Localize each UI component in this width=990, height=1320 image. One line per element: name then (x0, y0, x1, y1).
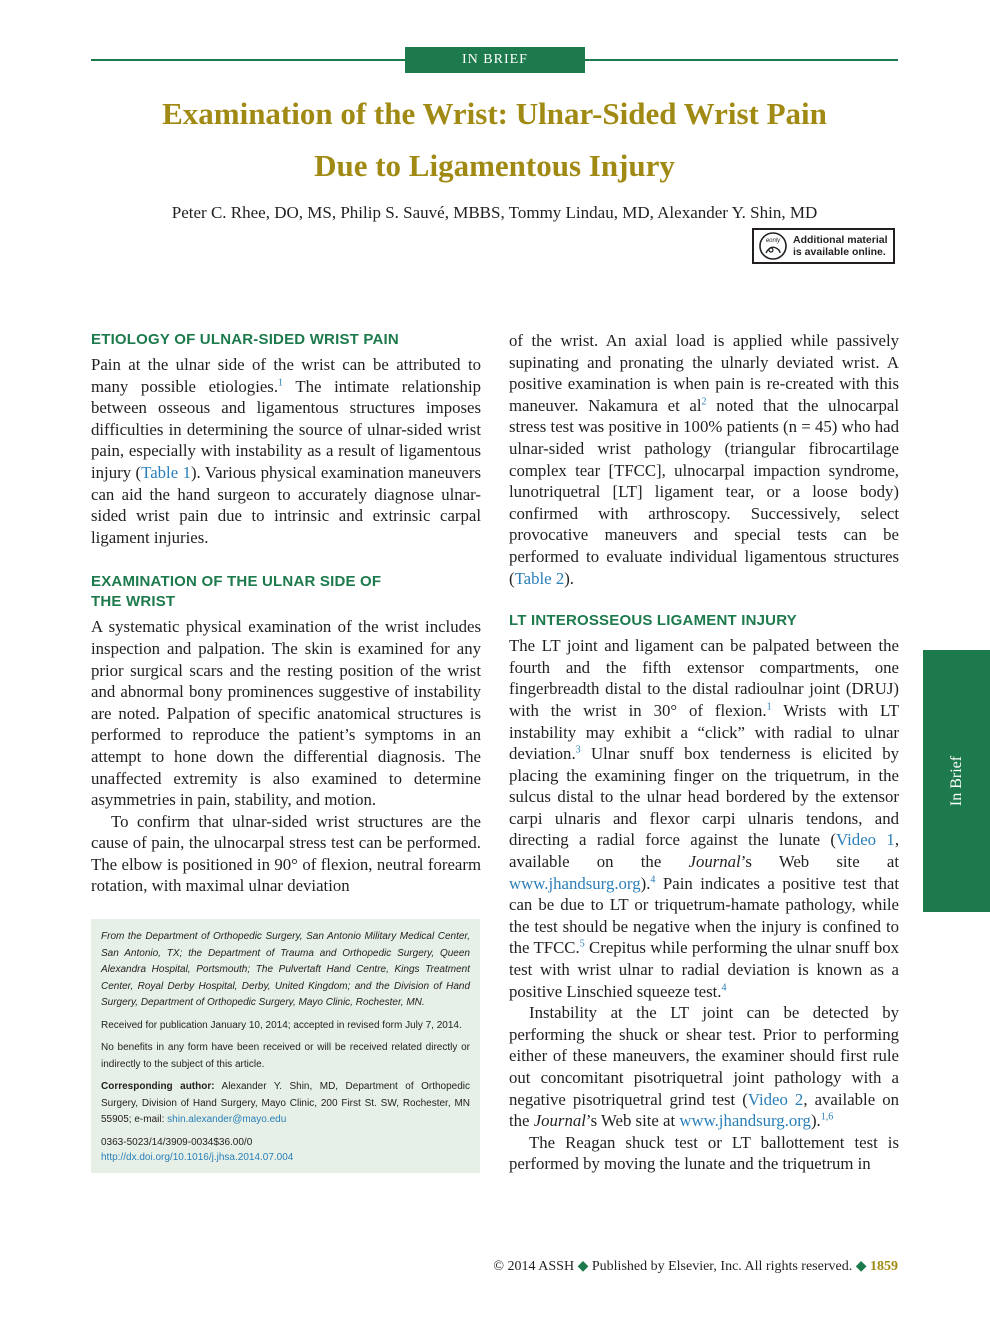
paragraph-lt-joint: The LT joint and ligament can be palpated between the fourth and the fifth extensor compartments, one fingerbreadth distal to the distal radioulnar joint (DRUJ) with the wrist in 30° of flexion.$^1$ Wrists with LT instability may exhibit a “click” with radial to ulnar deviation.$^3$ Ulnar snuff box tenderness is elicited by placing the examining finger on the triquetrum, in the sulcus distal to the ulnar head bordered by the extensor carpi ulnaris and flexor carpi ulnaris tendons, and directing a radial force against the lunate (Video 1, available on the Journal’s Web site at www.jhandsurg.org).$^4$ Pain indicates a positive test that can be due to LT or triquetrum-hamate pathology, while the test should be negative when the injury is confined to the TFCC.$^5$ Crepitus while performing the ulnar snuff box test with wrist ulnar to radial deviation is known as a positive Linschied squeeze test.$^4$ (509, 636, 900, 1001)
bullet-icon: ◆ (855, 1259, 867, 1274)
video-2-link[interactable]: Video 2 (747, 1089, 804, 1109)
video-1-link[interactable]: Video 1 (836, 830, 895, 850)
reference-link[interactable]: 4 (650, 874, 656, 886)
doi-link[interactable]: http://dx.doi.org/10.1016/j.jhsa.2014.07.004 (101, 1151, 294, 1163)
reference-link[interactable]: 4 (721, 982, 727, 994)
journal-url-link[interactable]: www.jhandsurg.org (509, 873, 641, 893)
paragraph-axial-load: of the wrist. An axial load is applied while passively supinating and pronating the ulnarly deviated wrist. A positive examination is when pain is re-created with this maneuver. Nakamura et $al^2$ noted that the ulnocarpal stress test was positive in 100% patients (n = 45) who had ulnar-sided wrist pathology (triangular fibrocartilage complex tear [TFCC], ulnocarpal impaction syndrome, lunotriquetral [LT] ligament tear, or a loose body) confirmed with arthroscopy. Successively, select provocative maneuvers and special tests can be performed to evaluate individual ligamentous structures (Table 2). (509, 331, 899, 588)
paragraph-etiology: Pain at the ulnar side of the wrist can be attributed to many possible etiologies.$^1$ The intimate relationship between osseous and ligamentous structures imposes difficulties in determining the source of ulnar-sided wrist pain, especially with instability as a result of ligamentous injury (Table 1). Various physical examination maneuvers can aid the hand surgeon to accurately diagnose ulnar-sided wrist pain due to intrinsic and extrinsic carpal ligament injuries. (91, 355, 482, 547)
paragraph-shuck-test: Instability at the LT joint can be detected by performing the shuck or shear test. Prior to performing either of these maneuvers, the examiner should first rule out concomitant pisotriquetral joint pathology with a negative pisotriquetral grind test (Video 2, available on the Journal’s Web site at www.jhandsurg.org).$^{1,6}$ (509, 1003, 899, 1131)
issn-doi: 0363-5023/14/3909-0034$36.00/0 http://dx.doi.org/10.1016/j.jhsa.2014.07.004 (101, 1136, 294, 1163)
additional-material-badge[interactable] (752, 228, 895, 264)
left-column (91, 330, 481, 897)
paragraph-examination: A systematic physical examination of the wrist includes inspection and palpation. The skin is examined for any prior surgical scars and the resting position of the wrist and abnormal bony prominences suggestive of instability are noted. Palpation of specific anatomical structures is performed to reproduce the patient’s symptoms in an attempt to hone down the differential diagnosis. The unaffected extremity is also examined to determine asymmetries in pain, stability, and motion. (91, 617, 481, 810)
reference-link[interactable]: 1 (766, 701, 772, 713)
page-number: 1859 (870, 1259, 898, 1274)
table-1-link[interactable]: Table 1 (141, 462, 191, 482)
bullet-icon: ◆ (577, 1259, 589, 1274)
reference-link[interactable]: 3 (575, 744, 581, 756)
email-link[interactable]: shin.alexander@mayo.edu (167, 1114, 287, 1125)
journal-url-link[interactable]: www.jhandsurg.org (679, 1111, 811, 1131)
additional-material-text: Additional material is available online. (793, 234, 888, 258)
reference-link[interactable]: 1,6 (820, 1111, 834, 1123)
reference-link[interactable]: 1 (278, 377, 284, 388)
section-side-tab: In Brief (923, 650, 990, 912)
received-date: Received for publication January 10, 2014; accepted in revised form July 7, 2014. (101, 1019, 462, 1031)
author-list: Peter C. Rhee, DO, MS, Philip S. Sauvé, MBBS, Tommy Lindau, MD, Alexander Y. Shin, MD (171, 203, 818, 222)
corresponding-author: Corresponding author: Alexander Y. Shin, MD, Department of Orthopedic Surgery, Division of Hand Surgery, Mayo Clinic, 200 First St. SW, Rochester, MN 55905; e-mail: shin.alexander@mayo.edu (101, 1081, 471, 1125)
reference-link[interactable]: 2 (701, 396, 707, 408)
benefits-statement: No benefits in any form have been received or will be received related directly or indirectly to the subject of this article. (101, 1042, 470, 1070)
heading-lt-ligament: LT INTEROSSEOUS LIGAMENT INJURY (509, 612, 797, 630)
affiliation-from: From the Department of Orthopedic Surgery, San Antonio Military Medical Center, San Antonio, TX; the Department of Trauma and Orthopedic Surgery, Queen Alexandra Hospital, Portsmouth; The Pulvertaft Hand Centre, Kings Treatment Center, Royal Derby Hospital, Derby, United Kingdom; and the Division of Hand Surgery, Department of Orthopedic Surgery, Mayo Clinic, Rochester, MN. (101, 931, 470, 1008)
paragraph-reagan-test: The Reagan shuck test or LT ballottement test is performed by moving the lunate and the triquetrum in (509, 1132, 899, 1174)
table-2-link[interactable]: Table 2 (514, 568, 565, 588)
affiliation-box (91, 919, 480, 1173)
svg-text:eonly: eonly (765, 238, 781, 244)
reference-link[interactable]: 5 (579, 938, 585, 950)
paragraph-stress-test: To confirm that ulnar-sided wrist structures are the cause of pain, the ulnocarpal stress test can be performed. The elbow is positioned in 90° of flexion, neutral forearm rotation, with maximal ulnar deviation (91, 811, 481, 896)
eonly-icon (758, 231, 788, 261)
heading-etiology: ETIOLOGY OF ULNAR-SIDED WRIST PAIN (91, 331, 399, 348)
right-column (509, 330, 899, 1175)
page-footer: © 2014 ASSH ◆ Published by Elsevier, Inc. All rights reserved. ◆ 1859 (493, 1259, 898, 1274)
article-title: Examination of the Wrist: Ulnar-Sided Wrist Pain Due to Ligamentous Injury (162, 96, 827, 183)
heading-examination: EXAMINATION OF THE ULNAR SIDE OF THE WRIST (91, 573, 382, 611)
section-badge: IN BRIEF (405, 47, 585, 73)
